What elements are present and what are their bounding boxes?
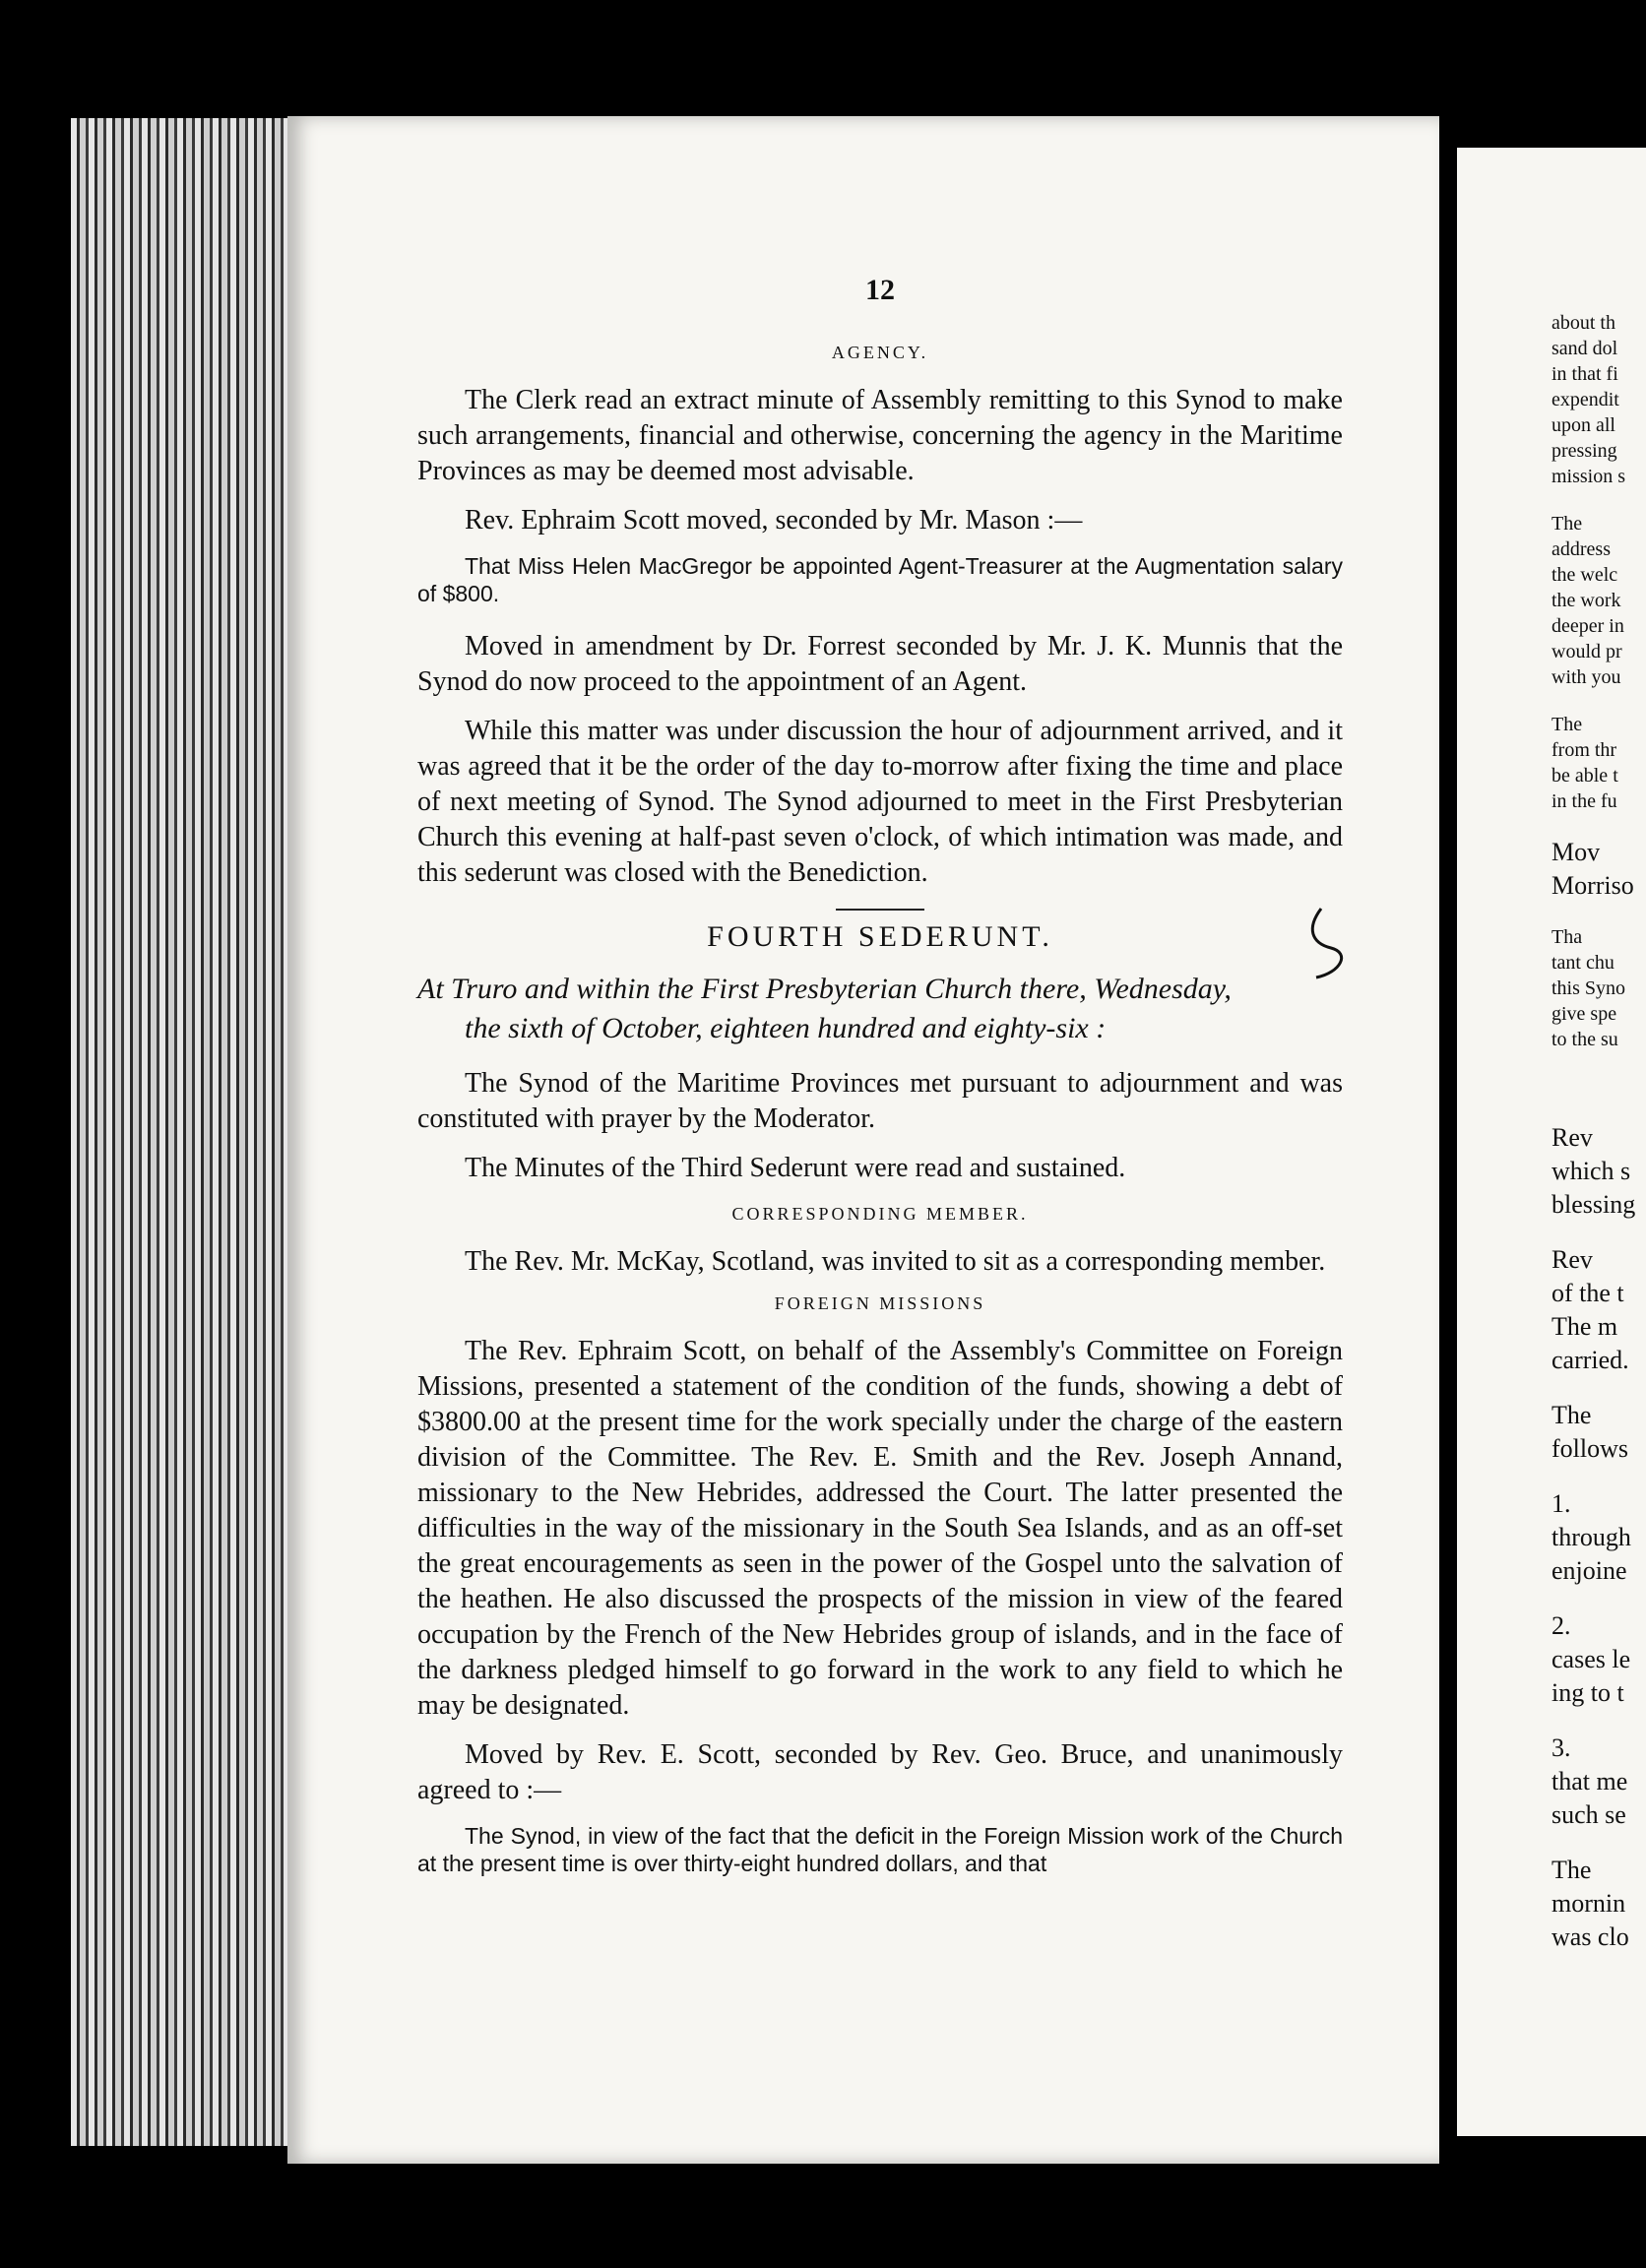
facing-line: Tha: [1551, 926, 1583, 948]
facing-line: sand dol: [1551, 338, 1618, 359]
facing-line: 2.: [1551, 1611, 1571, 1640]
facing-line: Mov: [1551, 838, 1601, 866]
facing-page-text: [1457, 310, 1635, 1954]
facing-line: Rev: [1551, 1123, 1593, 1152]
facing-line: with you: [1551, 666, 1621, 688]
facing-block-e: [1457, 924, 1635, 1052]
facing-line: upon all: [1551, 414, 1615, 436]
section-heading-agency: AGENCY.: [831, 343, 929, 362]
facing-line: expendit: [1551, 389, 1619, 410]
foreign-missions-resolution: The Synod, in view of the fact that the deficit in the Foreign Mission work of the Church at the present time is over thirty-eight hundred dollars, and that: [417, 1823, 1343, 1876]
page-content: [417, 274, 1343, 1899]
facing-line: Rev: [1551, 1245, 1593, 1274]
facing-block-h: [1457, 1399, 1635, 1466]
facing-line: blessing: [1551, 1190, 1636, 1219]
sederunt-paragraph-2: The Minutes of the Third Sederunt were read and sustained.: [465, 1153, 1126, 1183]
section-heading-fourth-sederunt: FOURTH SEDERUNT.: [707, 920, 1053, 953]
facing-line: tant chu: [1551, 952, 1614, 974]
facing-line: address: [1551, 538, 1611, 560]
facing-line: be able t: [1551, 765, 1618, 787]
agency-paragraph-3: Moved in amendment by Dr. Forrest seconded by Mr. J. K. Munnis that the Synod do now proceed to the appointment of an Agent.: [417, 631, 1343, 697]
agency-resolution: That Miss Helen MacGregor be appointed Agent-Treasurer at the Augmentation salary of $800.: [417, 553, 1343, 606]
facing-line: of the t: [1551, 1279, 1624, 1307]
facing-block-j: [1457, 1609, 1635, 1710]
facing-line: The: [1551, 714, 1583, 735]
facing-line: ing to t: [1551, 1678, 1624, 1707]
foreign-missions-paragraph-1: The Rev. Ephraim Scott, on behalf of the Assembly's Committee on Foreign Missions, presented a statement of the condition of the funds, showing a debt of $3800.00 at the present time for the work specially under the charge of the eastern division of the Committee. The Rev. E. Smith and the Rev. Joseph Annand, missionary to the New Hebrides, addressed the Court. The latter presented the difficulties in the way of the missionary in the South Sea Islands, and as an off-set the great encouragements as seen in the power of the Gospel unto the salvation of the heathen. He also discussed the prospects of the mission in view of the feared occupation by the French of the New Hebrides group of islands, and in the face of the darkness pledged himself to go forward in the work to any field to which he may be designated.: [417, 1336, 1343, 1721]
facing-line: this Syno: [1551, 977, 1626, 999]
corresponding-paragraph: The Rev. Mr. McKay, Scotland, was invited to sit as a corresponding member.: [465, 1246, 1326, 1277]
facing-block-c: [1457, 712, 1635, 814]
facing-line: pressing: [1551, 440, 1617, 462]
facing-line: follows: [1551, 1434, 1628, 1463]
facing-line: which s: [1551, 1157, 1631, 1185]
facing-line: enjoine: [1551, 1556, 1627, 1585]
agency-paragraph-2: Rev. Ephraim Scott moved, seconded by Mr. Mason :—: [465, 505, 1083, 536]
section-heading-corresponding: CORRESPONDING MEMBER.: [731, 1204, 1029, 1224]
book-edge: [71, 118, 287, 2146]
facing-line: The: [1551, 1401, 1592, 1429]
facing-line: mission s: [1551, 466, 1626, 487]
facing-block-d: [1457, 836, 1635, 903]
sederunt-location: [417, 970, 1343, 1048]
agency-paragraph-4: While this matter was under discussion the hour of adjournment arrived, and it was agreed that it be the order of the day to-morrow after fixing the time and place of next meeting of Synod. The Synod adjourned to meet in the First Presbyterian Church this evening at half-past seven o'clock, of which intimation was made, and this sederunt was closed with the Benediction.: [417, 716, 1343, 888]
document-page: [287, 116, 1439, 2164]
facing-line: would pr: [1551, 641, 1622, 662]
facing-block-b: [1457, 511, 1635, 690]
page-number: 12: [865, 274, 895, 306]
facing-block-l: [1457, 1854, 1635, 1954]
facing-line: 3.: [1551, 1733, 1571, 1762]
facing-line: the welc: [1551, 564, 1618, 586]
facing-line: from thr: [1551, 739, 1617, 761]
sederunt-location-line-2: the sixth of October, eighteen hundred and eighty-six :: [465, 1012, 1107, 1044]
facing-block-k: [1457, 1732, 1635, 1832]
facing-line: in that fi: [1551, 363, 1618, 385]
facing-line: through: [1551, 1523, 1631, 1551]
margin-mark-icon: [1301, 904, 1361, 982]
facing-line: give spe: [1551, 1003, 1617, 1025]
sederunt-location-line-1: At Truro and within the First Presbyterian Church there, Wednesday,: [417, 973, 1232, 1005]
facing-line: that me: [1551, 1767, 1628, 1796]
facing-block-a: [1457, 310, 1635, 489]
facing-line: about th: [1551, 312, 1615, 334]
section-divider: [836, 909, 924, 911]
facing-line: The: [1551, 513, 1583, 535]
facing-line: 1.: [1551, 1489, 1571, 1518]
facing-line: cases le: [1551, 1645, 1631, 1673]
facing-line: The m: [1551, 1312, 1618, 1341]
facing-line: Morriso: [1551, 871, 1634, 900]
facing-line: carried.: [1551, 1346, 1629, 1374]
facing-line: was clo: [1551, 1922, 1629, 1951]
page-gutter: [1439, 108, 1457, 2175]
facing-line: deeper in: [1551, 615, 1624, 637]
facing-block-g: [1457, 1243, 1635, 1377]
facing-page: [1457, 148, 1646, 2136]
facing-line: mornin: [1551, 1889, 1626, 1918]
facing-line: such se: [1551, 1800, 1626, 1829]
facing-line: to the su: [1551, 1029, 1618, 1050]
facing-line: the work: [1551, 590, 1621, 611]
sederunt-paragraph-1: The Synod of the Maritime Provinces met pursuant to adjournment and was constituted with prayer by the Moderator.: [417, 1068, 1343, 1134]
section-heading-foreign-missions: FOREIGN MISSIONS: [774, 1293, 986, 1313]
facing-block-f: [1457, 1121, 1635, 1222]
facing-line: The: [1551, 1856, 1592, 1884]
facing-block-i: [1457, 1487, 1635, 1588]
foreign-missions-paragraph-2: Moved by Rev. E. Scott, seconded by Rev. Geo. Bruce, and unanimously agreed to :—: [417, 1739, 1343, 1805]
agency-paragraph-1: The Clerk read an extract minute of Assembly remitting to this Synod to make such arrangements, financial and otherwise, concerning the agency in the Maritime Provinces as may be deemed most advisable.: [417, 385, 1343, 486]
facing-line: in the fu: [1551, 790, 1617, 812]
